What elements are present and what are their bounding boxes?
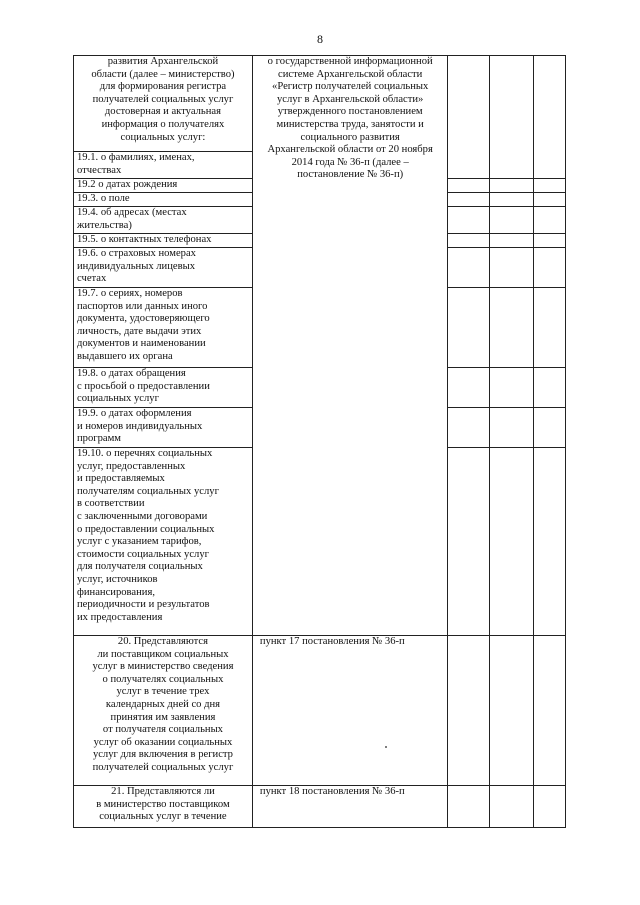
checklist-table <box>73 55 566 828</box>
answer-cell-yes <box>448 368 490 408</box>
requirement-text: 20. Представляются ли поставщиком социальных услуг в министерство сведения о получателях социальных услуг в течение трех календарных дней со дня принятия им заявления от получателя социальных услуг об оказании социальных услуг для включения в регистр получателей социальных услуг <box>92 636 234 773</box>
answer-cell-na <box>533 193 565 207</box>
answer-cell-no <box>490 288 534 368</box>
reference-cell <box>252 636 448 786</box>
requirement-cell <box>74 234 253 248</box>
answer-cell-yes <box>448 288 490 368</box>
answer-cell-yes <box>448 193 490 207</box>
answer-cell-na <box>533 636 565 786</box>
answer-cell-na <box>533 207 565 234</box>
answer-cell-no <box>490 234 534 248</box>
requirement-cell <box>74 408 253 448</box>
answer-cell-yes <box>448 56 490 179</box>
reference-text: пункт 17 постановления № 36-п <box>259 636 405 647</box>
page-number: 8 <box>317 32 323 46</box>
answer-cell-yes <box>448 234 490 248</box>
reference-text: пункт 18 постановления № 36-п <box>259 786 405 797</box>
requirement-text: 19.1. о фамилиях, именах, отчествах <box>77 152 195 176</box>
requirement-cell <box>74 636 253 786</box>
requirement-cell <box>74 179 253 193</box>
answer-cell-na <box>533 248 565 288</box>
answer-cell-na <box>533 288 565 368</box>
answer-cell-yes <box>448 786 490 828</box>
requirement-cell <box>74 207 253 234</box>
answer-cell-yes <box>448 448 490 636</box>
reference-cell <box>252 56 448 636</box>
answer-cell-no <box>490 448 534 636</box>
answer-cell-na <box>533 368 565 408</box>
scan-speck <box>385 746 387 748</box>
answer-cell-na <box>533 56 565 179</box>
requirement-text: 19.6. о страховых номерах индивидуальных лицевых счетах <box>77 248 196 285</box>
reference-cell <box>252 786 448 828</box>
answer-cell-no <box>490 368 534 408</box>
requirement-text: 19.2 о датах рождения <box>77 179 178 190</box>
requirement-text: 19.3. о поле <box>77 193 130 204</box>
answer-cell-na <box>533 786 565 828</box>
answer-cell-no <box>490 193 534 207</box>
table-row <box>74 56 566 152</box>
requirement-text: развития Архангельской области (далее – министерство) для формирования регистра получателей социальных услуг достоверная и актуальная информация о получателях социальных услуг: <box>91 56 235 143</box>
answer-cell-na <box>533 448 565 636</box>
table-row <box>74 786 566 828</box>
answer-cell-no <box>490 248 534 288</box>
requirement-text: 21. Представляются ли в министерство поставщиком социальных услуг в течение <box>96 786 230 823</box>
requirement-cell <box>74 152 253 179</box>
requirement-text: 19.7. о сериях, номеров паспортов или данных иного документа, удостоверяющего личность, дате выдачи этих документов и наименовании выдавшего их органа <box>77 288 210 362</box>
answer-cell-no <box>490 636 534 786</box>
requirement-cell <box>74 288 253 368</box>
answer-cell-na <box>533 179 565 193</box>
answer-cell-no <box>490 207 534 234</box>
requirement-text: 19.9. о датах оформления и номеров индивидуальных программ <box>77 408 203 445</box>
requirement-cell <box>74 193 253 207</box>
answer-cell-yes <box>448 248 490 288</box>
answer-cell-no <box>490 786 534 828</box>
answer-cell-no <box>490 56 534 179</box>
answer-cell-yes <box>448 636 490 786</box>
requirement-cell <box>74 368 253 408</box>
requirement-cell <box>74 248 253 288</box>
answer-cell-na <box>533 408 565 448</box>
requirement-cell <box>74 448 253 636</box>
requirement-text: 19.5. о контактных телефонах <box>77 234 212 245</box>
table-row <box>74 636 566 786</box>
reference-text: о государственной информационной системе Архангельской области «Регистр получателей социальных услуг в Архангельской области» утвержденного постановлением министерства труда, занятости и социального развития Архангельской области от 20 ноября 2014 года № 36-п (далее – постановление № 36-п) <box>267 56 433 181</box>
requirement-cell <box>74 56 253 152</box>
answer-cell-na <box>533 234 565 248</box>
answer-cell-yes <box>448 408 490 448</box>
answer-cell-no <box>490 408 534 448</box>
answer-cell-yes <box>448 179 490 193</box>
answer-cell-no <box>490 179 534 193</box>
requirement-text: 19.8. о датах обращения с просьбой о предоставлении социальных услуг <box>77 368 210 405</box>
answer-cell-yes <box>448 207 490 234</box>
requirement-cell <box>74 786 253 828</box>
requirement-text: 19.4. об адресах (местах жительства) <box>77 207 187 231</box>
requirement-text: 19.10. о перечнях социальных услуг, предоставленных и предоставляемых получателям социальных услуг в соответствии с заключенными договорами о предоставлении социальных услуг с указанием тарифов, стоимости социальных услуг для получателя социальных услуг, источников финансирования, периодичности и результатов их предоставления <box>77 448 219 623</box>
